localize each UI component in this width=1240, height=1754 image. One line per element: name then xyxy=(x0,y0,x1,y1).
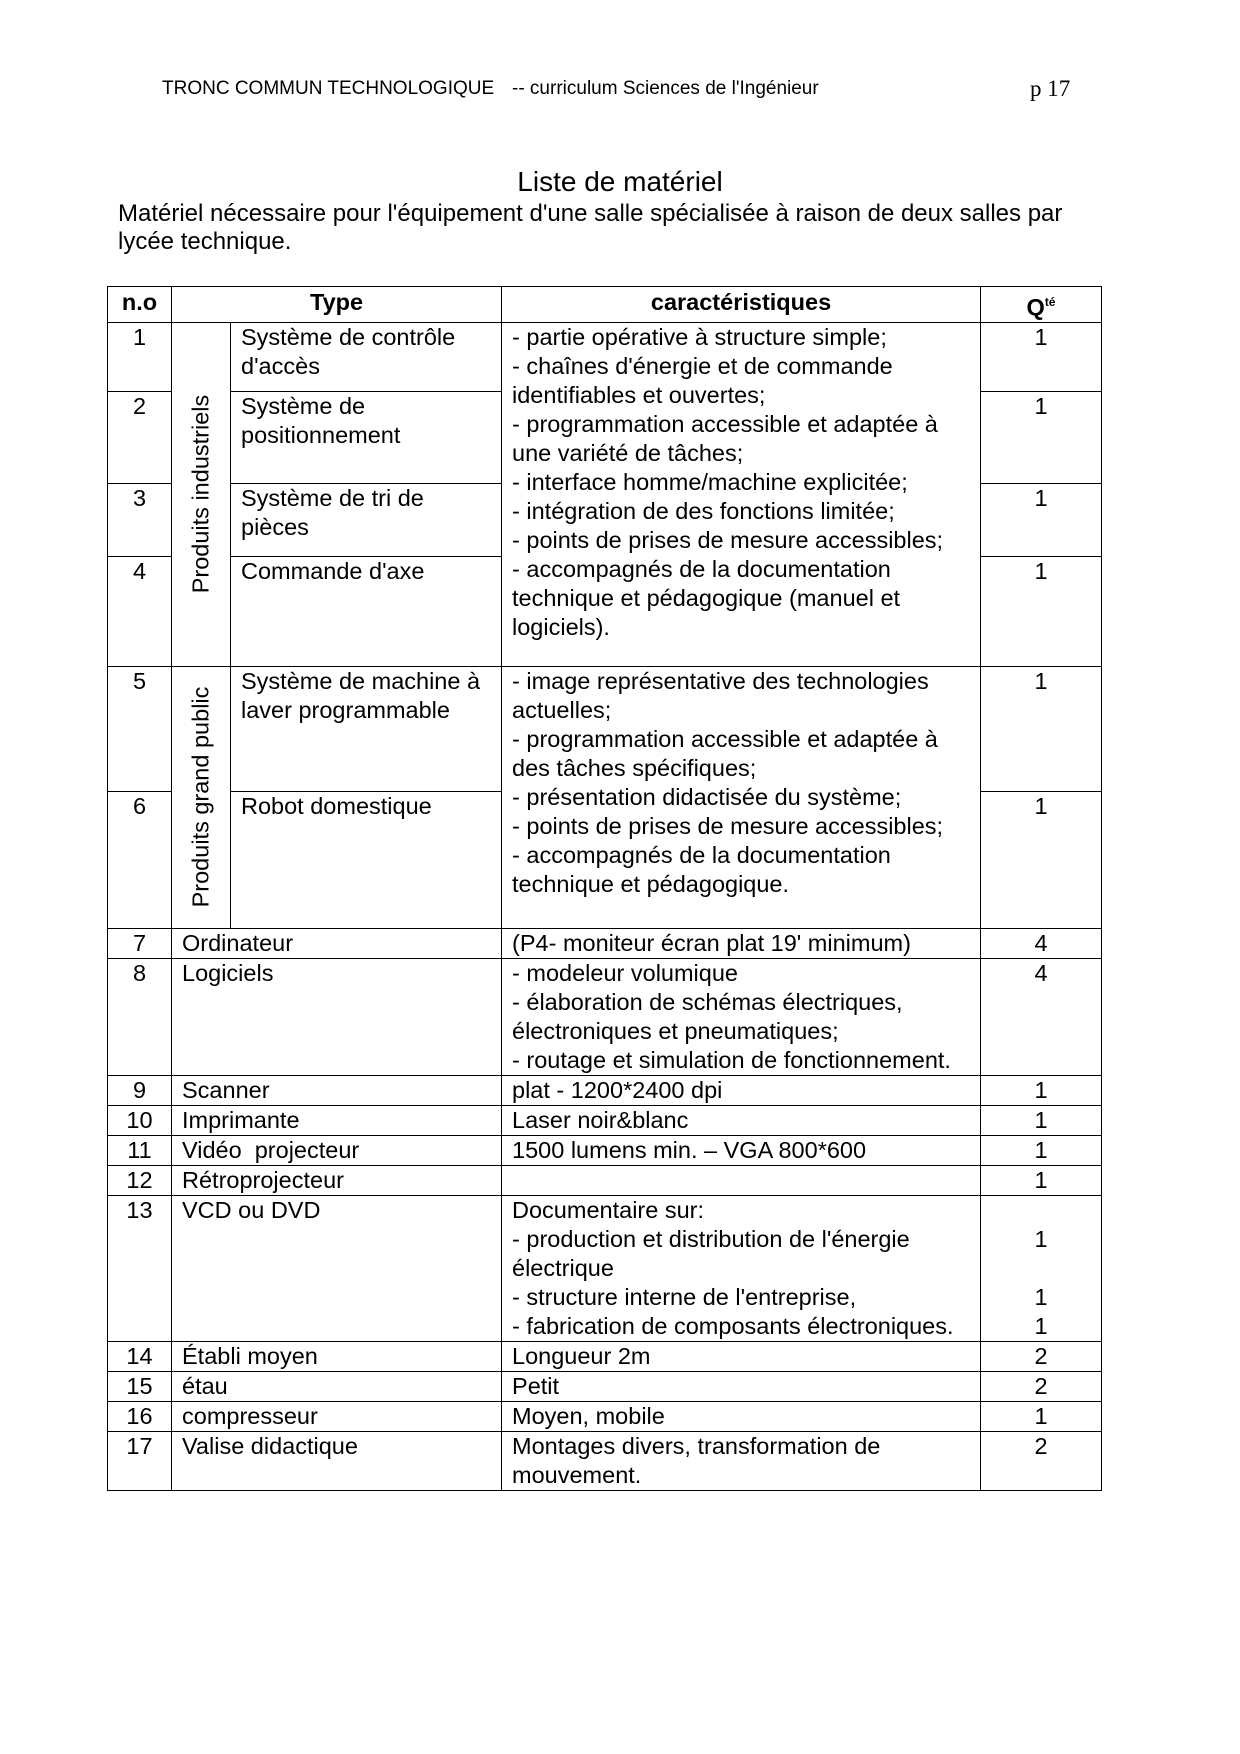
row-type: Valise didactique xyxy=(172,1431,502,1490)
row-characteristics: 1500 lumens min. – VGA 800*600 xyxy=(502,1135,981,1165)
row-number: 13 xyxy=(108,1195,172,1341)
row-characteristics: Laser noir&blanc xyxy=(502,1105,981,1135)
table-row xyxy=(108,1371,1102,1401)
header-quantity-label: Q xyxy=(1026,293,1045,320)
row-type: VCD ou DVD xyxy=(172,1195,502,1341)
row-quantity: 2 xyxy=(981,1431,1102,1490)
row-number: 7 xyxy=(108,928,172,958)
row-type: Système de contrôle d'accès xyxy=(231,322,502,391)
row-characteristics: Petit xyxy=(502,1371,981,1401)
row-quantity: 1 xyxy=(981,666,1102,791)
header-title: TRONC COMMUN TECHNOLOGIQUE xyxy=(162,78,495,99)
row-quantity: 1 xyxy=(981,791,1102,928)
table-row xyxy=(108,1431,1102,1490)
group-characteristics-industrial: - partie opérative à structure simple; - chaînes d'énergie et de commande identifiables et ouvertes; - programmation accessible et adaptée à une variété de tâches; - interface homme/machine explicitée; - intégration de des fonctions limitée; - points de prises de mesure accessibles; - accompagnés de la documentation technique et pédagogique (manuel et logiciels). xyxy=(502,322,981,666)
row-number: 3 xyxy=(108,483,172,556)
row-number: 1 xyxy=(108,322,172,391)
row-characteristics: (P4- moniteur écran plat 19' minimum) xyxy=(502,928,981,958)
row-quantity: 1 1 1 xyxy=(981,1195,1102,1341)
row-quantity: 1 xyxy=(981,1105,1102,1135)
row-type: Imprimante xyxy=(172,1105,502,1135)
row-number: 14 xyxy=(108,1341,172,1371)
header-number: n.o xyxy=(108,287,172,323)
row-quantity: 4 xyxy=(981,928,1102,958)
group-characteristics-public: - image représentative des technologies actuelles; - programmation accessible et adaptée à des tâches spécifiques; - présentation didactisée du système; - points de prises de mesure accessibles; - accompagnés de la documentation technique et pédagogique. xyxy=(502,666,981,928)
header-subtitle: -- curriculum Sciences de l'Ingénieur xyxy=(512,78,819,99)
row-type: Scanner xyxy=(172,1075,502,1105)
table-row xyxy=(108,928,1102,958)
row-quantity: 1 xyxy=(981,391,1102,483)
table-row xyxy=(108,1135,1102,1165)
row-type: Robot domestique xyxy=(231,791,502,928)
row-type: Ordinateur xyxy=(172,928,502,958)
row-type: Système de machine à laver programmable xyxy=(231,666,502,791)
table-row xyxy=(108,1401,1102,1431)
row-number: 10 xyxy=(108,1105,172,1135)
row-type: Système de positionnement xyxy=(231,391,502,483)
row-quantity: 4 xyxy=(981,958,1102,1075)
row-characteristics: Longueur 2m xyxy=(502,1341,981,1371)
table-row xyxy=(108,1341,1102,1371)
table-row xyxy=(108,666,1102,791)
header-characteristics: caractéristiques xyxy=(502,287,981,323)
group-label-public xyxy=(172,666,231,928)
row-type: Commande d'axe xyxy=(231,556,502,666)
row-number: 12 xyxy=(108,1165,172,1195)
row-quantity: 1 xyxy=(981,1135,1102,1165)
table-row xyxy=(108,1075,1102,1105)
row-type: compresseur xyxy=(172,1401,502,1431)
row-number: 11 xyxy=(108,1135,172,1165)
intro-paragraph: Matériel nécessaire pour l'équipement d'une salle spécialisée à raison de deux salles par lycée technique. xyxy=(118,200,1063,255)
row-number: 16 xyxy=(108,1401,172,1431)
row-type: étau xyxy=(172,1371,502,1401)
row-quantity: 1 xyxy=(981,1165,1102,1195)
row-quantity: 1 xyxy=(981,1075,1102,1105)
header-type: Type xyxy=(172,287,502,323)
header-quantity-sup: té xyxy=(1044,295,1056,309)
row-number: 2 xyxy=(108,391,172,483)
table-row xyxy=(108,958,1102,1075)
group-label-public-text: Produits grand public xyxy=(187,686,214,908)
row-quantity: 1 xyxy=(981,483,1102,556)
row-characteristics xyxy=(502,1165,981,1195)
row-quantity: 1 xyxy=(981,556,1102,666)
group-label-industrial-text: Produits industriels xyxy=(187,395,214,594)
header-quantity xyxy=(981,287,1102,323)
row-quantity: 1 xyxy=(981,1401,1102,1431)
row-characteristics: Montages divers, transformation de mouvement. xyxy=(502,1431,981,1490)
document-title: Liste de matériel xyxy=(517,166,723,197)
row-type: Rétroprojecteur xyxy=(172,1165,502,1195)
row-number: 8 xyxy=(108,958,172,1075)
row-characteristics: - modeleur volumique - élaboration de schémas électriques, électroniques et pneumatiques; - routage et simulation de fonctionnement. xyxy=(502,958,981,1075)
table-row xyxy=(108,1195,1102,1341)
row-characteristics: Moyen, mobile xyxy=(502,1401,981,1431)
row-type: Logiciels xyxy=(172,958,502,1075)
table-row xyxy=(108,322,1102,391)
row-quantity: 2 xyxy=(981,1371,1102,1401)
row-characteristics: Documentaire sur: - production et distribution de l'énergie électrique - structure interne de l'entreprise, - fabrication de composants électroniques. xyxy=(502,1195,981,1341)
row-type: Vidéo projecteur xyxy=(172,1135,502,1165)
row-number: 15 xyxy=(108,1371,172,1401)
table-header-row xyxy=(108,287,1102,323)
row-number: 9 xyxy=(108,1075,172,1105)
group-label-industrial xyxy=(172,322,231,666)
row-type: Système de tri de pièces xyxy=(231,483,502,556)
table-row xyxy=(108,1165,1102,1195)
row-quantity: 1 xyxy=(981,322,1102,391)
table-row xyxy=(108,1105,1102,1135)
equipment-table xyxy=(107,286,1102,1491)
row-type: Établi moyen xyxy=(172,1341,502,1371)
row-number: 5 xyxy=(108,666,172,791)
row-number: 4 xyxy=(108,556,172,666)
row-quantity: 2 xyxy=(981,1341,1102,1371)
row-characteristics: plat - 1200*2400 dpi xyxy=(502,1075,981,1105)
page-number: p 17 xyxy=(1030,76,1071,101)
row-number: 17 xyxy=(108,1431,172,1490)
row-number: 6 xyxy=(108,791,172,928)
